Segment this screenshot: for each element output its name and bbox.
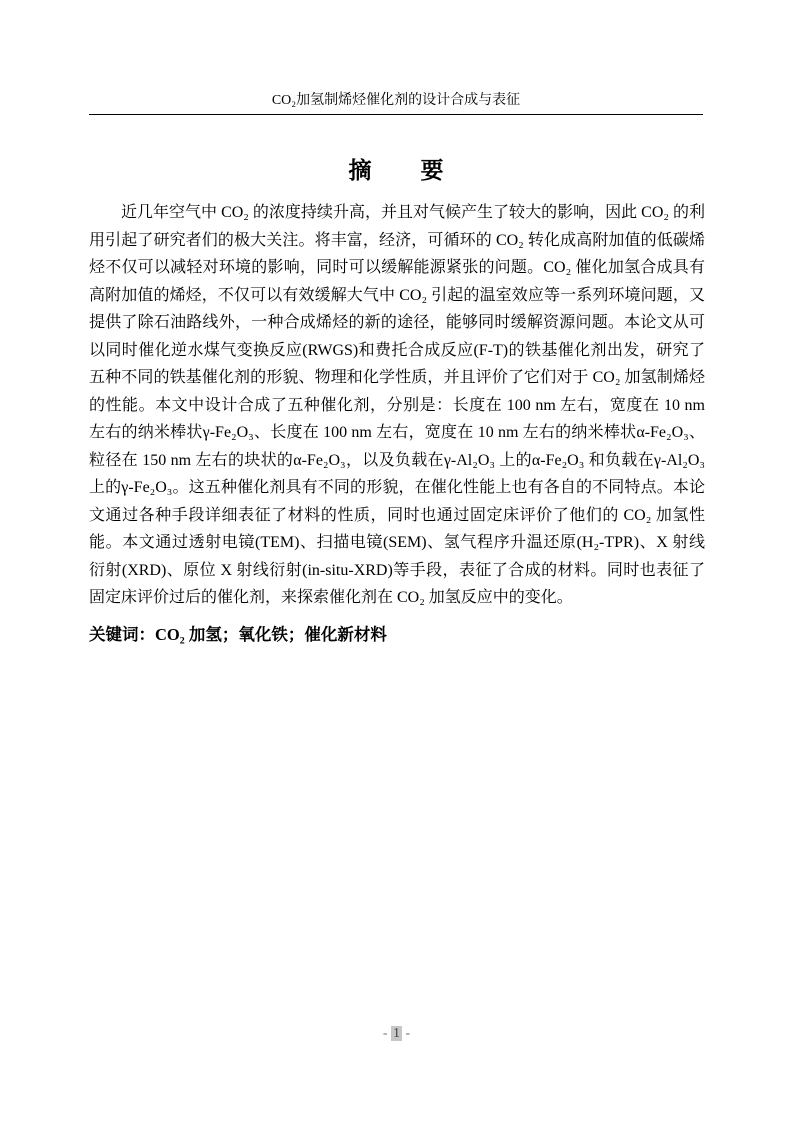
abstract-line: 文通过各种手段详细表征了材料的性质，同时也通过固定床评价了他们的 CO₂ 加氢性 — [89, 506, 705, 524]
abstract-line: 固定床评价过后的催化剂，来探索催化剂在 CO₂ 加氢反应中的变化。 — [89, 589, 573, 606]
abstract-line: 粒径在 150 nm 左右的块状的α-Fe₂O₃，以及负载在γ-Al₂O₃ 上的α-Fe₂O₃ 和负载在γ-Al₂O₃ — [89, 451, 705, 469]
abstract-line: 衍射(XRD)、原位 X 射线衍射(in-situ-XRD)等手段，表征了合成的材料。同时也表征了 — [89, 561, 705, 579]
abstract-paragraph — [89, 199, 705, 612]
abstract-line: 能。本文通过透射电镜(TEM)、扫描电镜(SEM)、氢气程序升温还原(H₂-TPR)、X 射线 — [89, 534, 705, 551]
abstract-line: 以同时催化逆水煤气变换反应(RWGS)和费托合成反应(F-T)的铁基催化剂出发，研究了 — [89, 341, 705, 359]
page-number: 1 — [393, 1026, 400, 1041]
page-number-suffix: - — [402, 1026, 411, 1041]
page-number-prefix: - — [382, 1026, 391, 1041]
running-header — [89, 92, 703, 115]
running-header-title: CO₂加氢制烯烃催化剂的设计合成与表征 — [271, 93, 521, 108]
abstract-line: 左右的纳米棒状γ-Fe₂O₃、长度在 100 nm 左右，宽度在 10 nm 左右的纳米棒状α-Fe₂O₃、 — [89, 424, 705, 441]
abstract-line: 近几年空气中 CO₂ 的浓度持续升高，并且对气候产生了较大的影响，因此 CO₂ 的利 — [121, 204, 705, 221]
abstract-line: 烃不仅可以减轻对环境的影响，同时可以缓解能源紧张的问题。CO₂ 催化加氢合成具有 — [89, 259, 705, 276]
abstract-line: 上的γ-Fe₂O₃。这五种催化剂具有不同的形貌，在催化性能上也有各自的不同特点。本论 — [89, 479, 705, 496]
abstract-line: 提供了除石油路线外，一种合成烯烃的新的途径，能够同时缓解资源问题。本论文从可 — [89, 314, 705, 331]
page-footer — [0, 1026, 793, 1042]
abstract-line: 的性能。本文中设计合成了五种催化剂，分别是：长度在 100 nm 左右，宽度在 10 nm — [89, 396, 705, 414]
abstract-line: 五种不同的铁基催化剂的形貌、物理和化学性质，并且评价了它们对于 CO₂ 加氢制烯烃 — [89, 369, 705, 386]
abstract-line: 高附加值的烯烃，不仅可以有效缓解大气中 CO₂ 引起的温室效应等一系列环境问题，又 — [89, 286, 705, 304]
keywords-line: 关键词：CO₂ 加氢；氧化铁；催化新材料 — [89, 625, 387, 644]
page-title: 摘 要 — [348, 158, 445, 183]
abstract-line: 用引起了研究者们的极大关注。将丰富，经济，可循环的 CO₂ 转化成高附加值的低碳烯 — [89, 231, 705, 249]
